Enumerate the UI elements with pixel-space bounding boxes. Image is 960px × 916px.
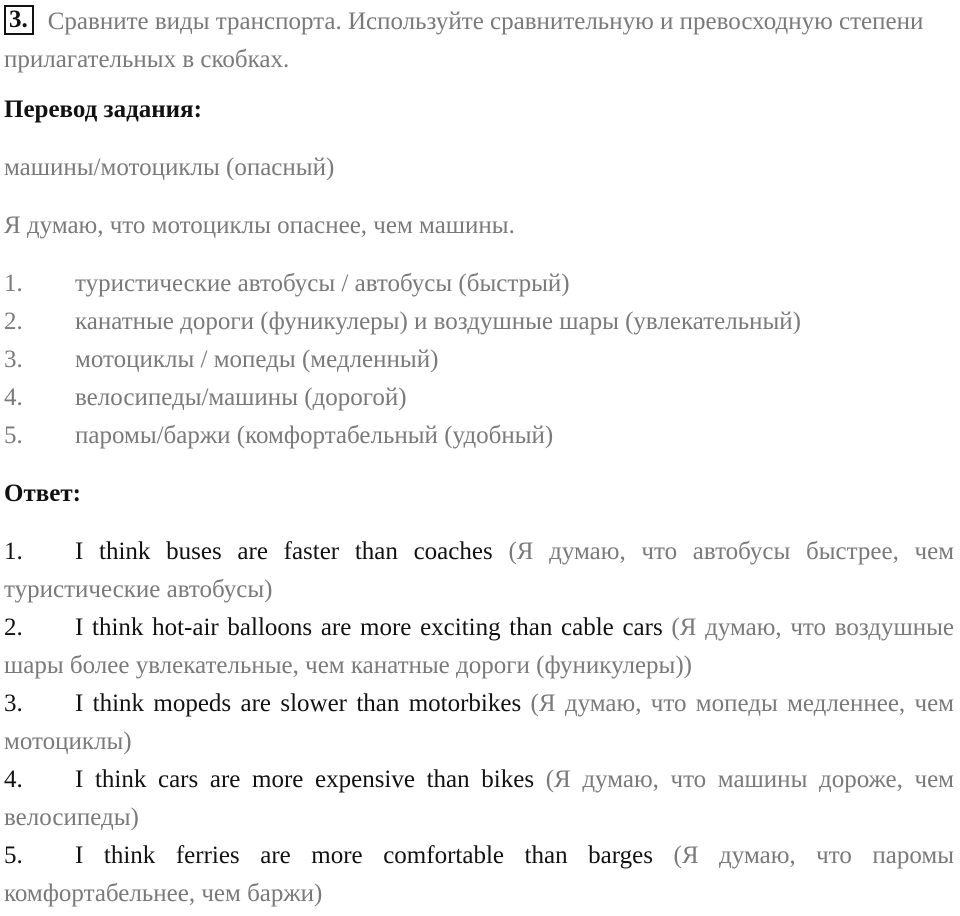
task-number-badge: 3.: [4, 5, 34, 35]
answer-russian: (Я думаю, что мопеды медленнее, чем мотоциклы): [4, 690, 955, 755]
task-text: Сравните виды транспорта. Используйте сравнительную и превосходную степени прилагательных в скобках.: [4, 8, 924, 73]
answer-item-number: 3.: [4, 690, 23, 717]
answer-item-number: 4.: [4, 766, 23, 793]
answer-item-number: 1.: [4, 538, 23, 565]
answer-english: I think hot-air balloons are more exciting than cable cars: [75, 614, 663, 641]
answer-heading: Ответ:: [4, 480, 81, 507]
list-item: [4, 417, 954, 455]
translation-heading: Перевод задания:: [4, 96, 202, 123]
list-item-text: мотоциклы / мопеды (медленный): [75, 346, 439, 373]
list-item-number: 1.: [4, 270, 23, 297]
answer-russian: (Я думаю, что воздушные шары более увлекательные, чем канатные дороги (фуникулеры)): [4, 614, 955, 679]
answer-item: [4, 837, 954, 913]
task-statement: [4, 3, 954, 79]
list-item-number: 2.: [4, 308, 23, 335]
example-prompt: машины/мотоциклы (опасный): [4, 154, 335, 181]
answer-item: [4, 685, 954, 761]
answer-item: [4, 609, 954, 685]
list-item-number: 4.: [4, 384, 23, 411]
answer-russian: (Я думаю, что паромы комфортабельнее, чем баржи): [4, 842, 955, 907]
answer-russian: (Я думаю, что автобусы быстрее, чем туристические автобусы): [4, 538, 955, 603]
answer-item-number: 5.: [4, 842, 23, 869]
answer-english: I think cars are more expensive than bikes: [75, 766, 535, 793]
answer-item-number: 2.: [4, 614, 23, 641]
answer-list: [4, 533, 954, 913]
list-item: [4, 265, 954, 303]
list-item-text: туристические автобусы / автобусы (быстрый): [75, 270, 570, 297]
list-item-text: велосипеды/машины (дорогой): [75, 384, 407, 411]
list-item-number: 3.: [4, 346, 23, 373]
example-answer: Я думаю, что мотоциклы опаснее, чем машины.: [4, 212, 515, 239]
list-item: [4, 379, 954, 417]
answer-russian: (Я думаю, что машины дороже, чем велосипеды): [4, 766, 955, 831]
answer-english: I think buses are faster than coaches: [75, 538, 493, 565]
list-item-text: канатные дороги (фуникулеры) и воздушные шары (увлекательный): [75, 308, 801, 335]
answer-english: I think ferries are more comfortable than barges: [75, 842, 653, 869]
answer-item: [4, 533, 954, 609]
answer-english: I think mopeds are slower than motorbikes: [75, 690, 522, 717]
list-item-number: 5.: [4, 422, 23, 449]
list-item-text: паромы/баржи (комфортабельный (удобный): [75, 422, 554, 449]
list-item: [4, 341, 954, 379]
answer-item: [4, 761, 954, 837]
translation-list: [4, 265, 954, 455]
list-item: [4, 303, 954, 341]
